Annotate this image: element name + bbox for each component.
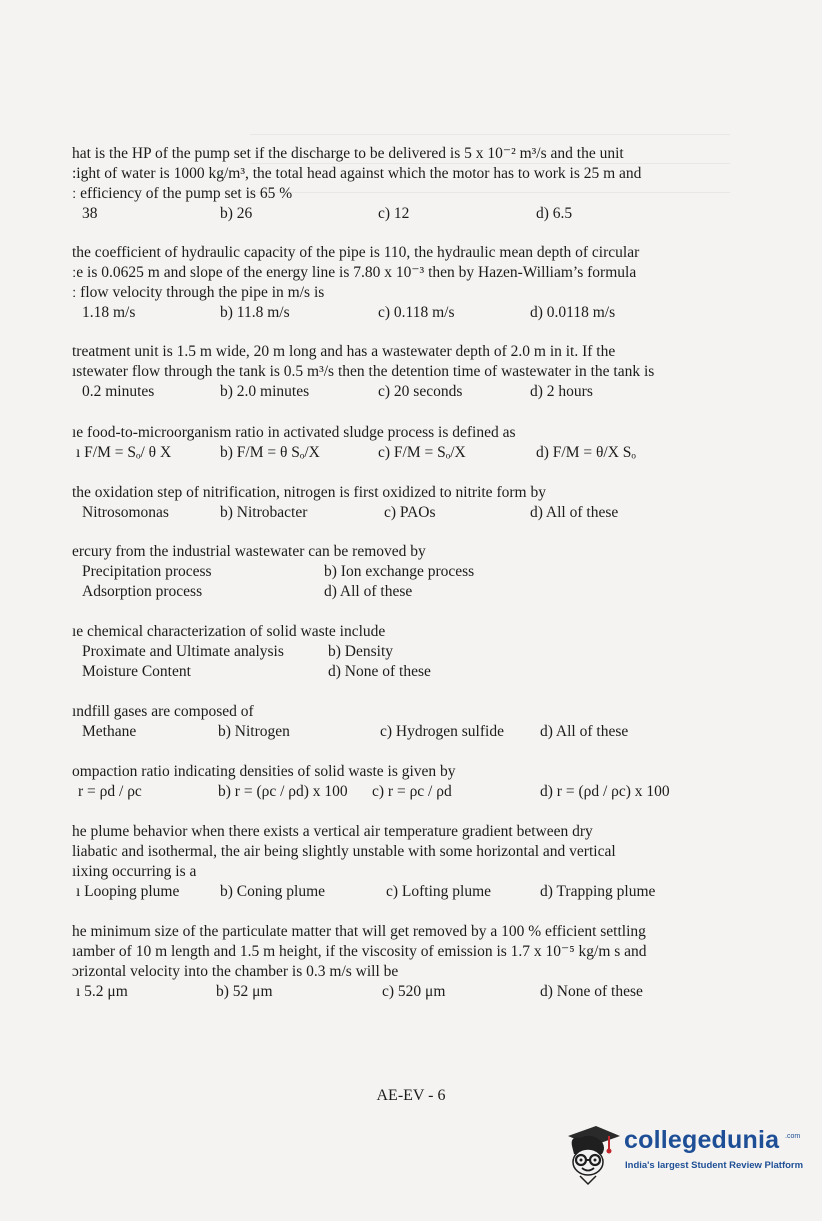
option-a: Methane (82, 723, 137, 740)
question-text-line: ıe food-to-microorganism ratio in activated sludge process is defined as (72, 424, 516, 441)
answer-options-row (72, 562, 752, 582)
option-d: d) All of these (540, 723, 629, 740)
option-d: d) All of these (530, 504, 619, 521)
question-1 (72, 144, 752, 224)
question-text-line: ɔrizontal velocity into the chamber is 0.3 m/s will be (72, 963, 399, 980)
option-c: c) 12 (378, 205, 410, 222)
option-b: b) r = (ρc / ρd) x 100 (218, 783, 348, 800)
question-text-line: the oxidation step of nitrification, nitrogen is first oxidized to nitrite form by (72, 484, 546, 501)
question-4 (72, 423, 752, 463)
question-8 (72, 702, 752, 742)
option-a: ı 5.2 μm (76, 983, 128, 1000)
answer-options (72, 382, 752, 402)
option-c: c) r = ρc / ρd (372, 783, 452, 800)
question-text-line: ıstewater flow through the tank is 0.5 m³/s then the detention time of wastewater in the tank is (72, 363, 655, 380)
question-text-line: ːe is 0.0625 m and slope of the energy line is 7.80 x 10⁻³ then by Hazen-William’s formula (72, 264, 637, 281)
question-text-line: the coefficient of hydraulic capacity of the pipe is 110, the hydraulic mean depth of circular (72, 244, 640, 261)
option-a: Proximate and Ultimate analysis (82, 643, 284, 660)
option-c: c) F/M = Sₒ/X (378, 444, 466, 461)
answer-options (72, 782, 752, 802)
question-6 (72, 542, 752, 602)
question-text-line: ıe chemical characterization of solid waste include (72, 623, 386, 640)
answer-options (72, 882, 752, 902)
page-code: AE-EV - 6 (376, 1087, 446, 1104)
answer-options-row (72, 642, 752, 662)
question-text-line: ː flow velocity through the pipe in m/s is (72, 284, 325, 301)
answer-options (72, 443, 752, 463)
option-a: 0.2 minutes (82, 383, 155, 400)
question-10 (72, 822, 752, 902)
option-d: d) F/M = θ/X Sₒ (536, 444, 636, 461)
option-b: b) F/M = θ Sₒ/X (220, 444, 320, 461)
option-c: c) Hydrogen sulfide (380, 723, 504, 740)
option-a: Nitrosomonas (82, 504, 169, 521)
option-a: 38 (82, 205, 98, 222)
question-text-line: he minimum size of the particulate matter that will get removed by a 100 % efficient settling (72, 923, 646, 940)
answer-options (72, 982, 752, 1002)
option-c: c) PAOs (384, 504, 436, 521)
option-a: r = ρd / ρc (78, 783, 142, 800)
question-text-line: hat is the HP of the pump set if the discharge to be delivered is 5 x 10⁻² m³/s and the unit (72, 145, 624, 162)
option-d: d) 6.5 (536, 205, 573, 222)
option-b: b) Nitrobacter (220, 504, 308, 521)
question-9 (72, 762, 752, 802)
option-b: b) 52 μm (216, 983, 273, 1000)
option-b: b) 11.8 m/s (220, 304, 290, 321)
answer-options-row (72, 662, 752, 682)
answer-options (72, 722, 752, 742)
question-5 (72, 483, 752, 523)
option-d: d) 0.0118 m/s (530, 304, 616, 321)
question-text-line: ercury from the industrial wastewater can be removed by (72, 543, 426, 560)
option-d: d) Trapping plume (540, 883, 656, 900)
option-b: b) 26 (220, 205, 253, 222)
question-text-line: liabatic and isothermal, the air being slightly unstable with some horizontal and vertical (72, 843, 616, 860)
option-c: c) 20 seconds (378, 383, 463, 400)
option-b: b) Ion exchange process (324, 563, 475, 580)
option-d: d) All of these (324, 583, 413, 600)
option-a: ı Looping plume (76, 883, 180, 900)
question-text-line: ː efficiency of the pump set is 65 % (72, 185, 293, 202)
option-d: d) r = (ρd / ρc) x 100 (540, 783, 670, 800)
option-b: b) Density (328, 643, 394, 660)
student-mascot-icon (562, 1120, 622, 1188)
question-text-line: ıamber of 10 m length and 1.5 m height, if the viscosity of emission is 1.7 x 10⁻⁵ kg/m s and (72, 943, 647, 960)
option-c: c) 520 μm (382, 983, 446, 1000)
option-c: Moisture Content (82, 663, 191, 680)
option-c: Adsorption process (82, 583, 203, 600)
option-d: d) None of these (328, 663, 431, 680)
option-c: c) 0.118 m/s (378, 304, 455, 321)
question-3 (72, 342, 752, 402)
question-text-line: :ight of water is 1000 kg/m³, the total head against which the motor has to work is 25 m and (72, 165, 642, 182)
option-d: d) None of these (540, 983, 643, 1000)
option-a: Precipitation process (82, 563, 212, 580)
question-text-line: ındfill gases are composed of (72, 703, 254, 720)
collegedunia-logo[interactable] (562, 1120, 802, 1190)
option-d: d) 2 hours (530, 383, 593, 400)
logo-domain-suffix: .com (785, 1133, 801, 1140)
question-text-line: ompaction ratio indicating densities of solid waste is given by (72, 763, 456, 780)
question-text-line: treatment unit is 1.5 m wide, 20 m long and has a wastewater depth of 2.0 m in it. If the (72, 343, 616, 360)
option-b: b) Nitrogen (218, 723, 290, 740)
question-text-line: he plume behavior when there exists a vertical air temperature gradient between dry (72, 823, 593, 840)
logo-tagline: India's largest Student Review Platform (625, 1160, 804, 1171)
option-c: c) Lofting plume (386, 883, 492, 900)
option-b: b) 2.0 minutes (220, 383, 310, 400)
question-2 (72, 243, 752, 323)
logo-wordmark: collegedunia (624, 1126, 780, 1154)
answer-options (72, 204, 752, 224)
question-text-line: ıixing occurring is a (72, 863, 197, 880)
option-a: ı F/M = Sₒ/ θ X (76, 444, 172, 461)
answer-options-row (72, 582, 752, 602)
option-b: b) Coning plume (220, 883, 326, 900)
answer-options (72, 503, 752, 523)
question-11 (72, 922, 752, 1002)
question-7 (72, 622, 752, 682)
answer-options (72, 303, 752, 323)
option-a: 1.18 m/s (82, 304, 136, 321)
